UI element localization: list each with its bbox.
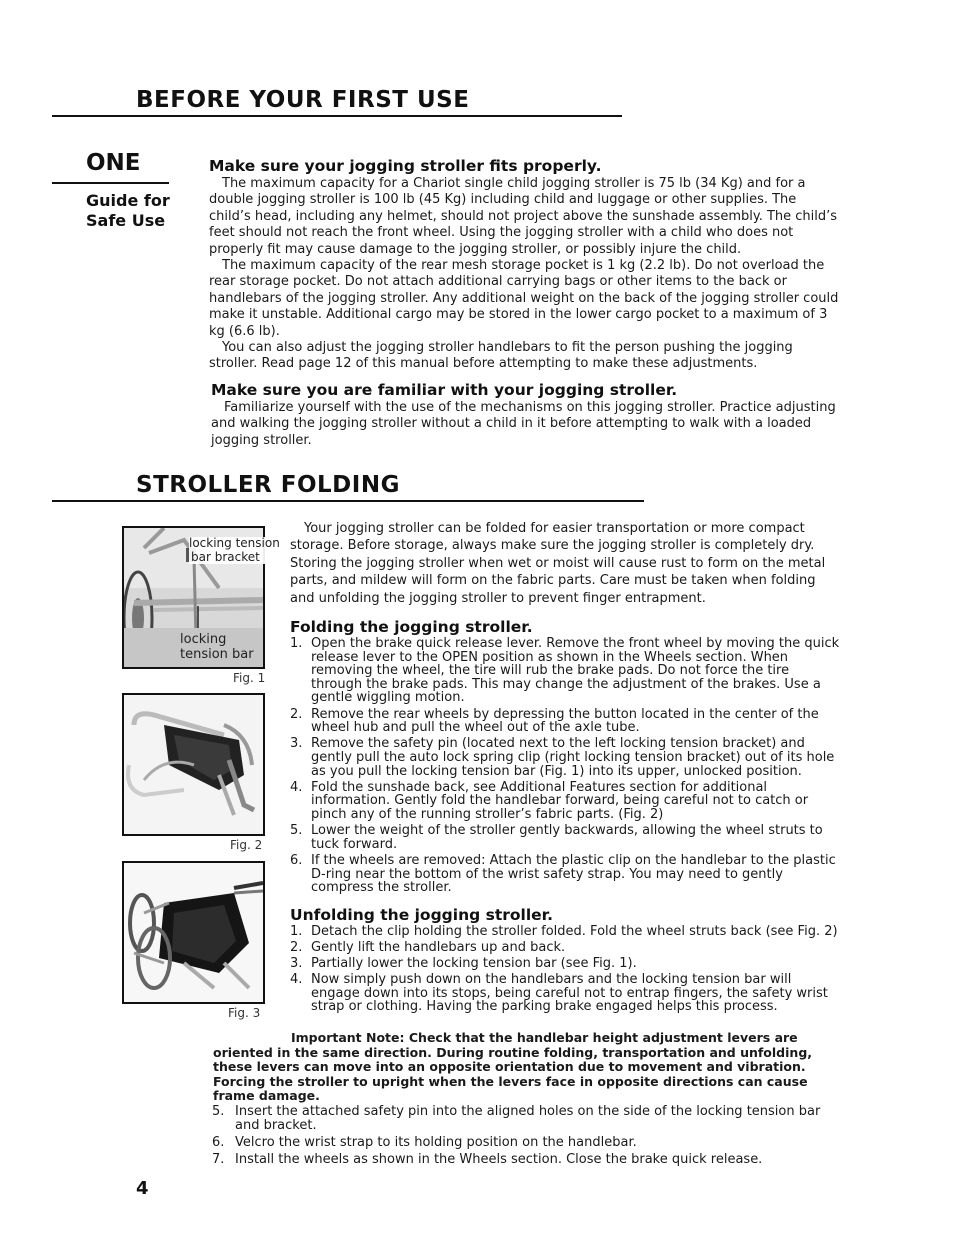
step-number: 2. — [290, 939, 303, 955]
familiar-paragraph: Familiarize yourself with the use of the mechanisms on this jogging stroller. Practice adjusting and walking the jogging stroller without a child in it before attempting to walk with a loaded jogging stroller. — [211, 399, 836, 448]
step-number: 4. — [290, 972, 303, 988]
callout-line: bar bracket — [191, 549, 260, 564]
unfolding-step — [290, 941, 842, 955]
unfolding-steps-continued — [212, 1105, 844, 1170]
step-number: 6. — [212, 1135, 225, 1150]
step-number: 6. — [290, 852, 303, 868]
chapter-subtitle-line1: Guide for — [86, 191, 170, 210]
fit-paragraph-3: You can also adjust the jogging stroller handlebars to fit the person pushing the jogging stroller. Read page 12 of this manual before attempting to make these adjustments. — [209, 340, 793, 372]
step-text: Open the brake quick release lever. Remove the front wheel by moving the quick release lever to the OPEN position as shown in the Wheels section. When removing the wheel, the tire will rub the brake pads. Do not force the tire through the brake pads. This may change the adjustment of the brakes. Use a gentle wiggling motion. — [311, 636, 840, 706]
folding-step — [290, 737, 842, 778]
step-text: Remove the safety pin (located next to the left locking tension bracket) and gently pull the auto lock spring clip (right locking tension bracket) out of its hole as you pull the locking tension bar (Fig. 1) into its upper, unlocked position. — [311, 736, 835, 779]
step-number: 1. — [290, 923, 303, 939]
step-number: 5. — [212, 1104, 225, 1119]
section-heading-before-first-use: BEFORE YOUR FIRST USE — [136, 87, 470, 113]
callout-line: locking — [180, 632, 227, 647]
step-number: 3. — [290, 736, 303, 752]
step-text: Install the wheels as shown in the Wheels section. Close the brake quick release. — [235, 1152, 763, 1167]
step-number: 4. — [290, 779, 303, 795]
unfolding-title: Unfolding the jogging stroller. — [290, 905, 553, 924]
unfolding-step — [290, 957, 842, 971]
folding-step — [290, 824, 842, 851]
heading-rule — [52, 115, 622, 117]
step-number: 5. — [290, 823, 303, 839]
step-text: Detach the clip holding the stroller folded. Fold the wheel struts back (see Fig. 2) — [311, 923, 838, 939]
step-text: Lower the weight of the stroller gently backwards, allowing the wheel struts to tuck forward. — [311, 823, 823, 852]
figure-2-photo — [122, 693, 265, 836]
figure-3-caption: Fig. 3 — [228, 1006, 261, 1020]
figure-2-caption: Fig. 2 — [230, 838, 263, 852]
step-text: If the wheels are removed: Attach the plastic clip on the handlebar to the plastic D-ring near the bottom of the wrist safety strap. You may need to gently compress the stroller. — [311, 852, 836, 896]
step-text: Now simply push down on the handlebars and the locking tension bar will engage down into its stops, being careful not to entrap fingers, the safety wrist strap or clothing. Having the parking brake engaged helps this process. — [311, 972, 828, 1015]
fit-section — [209, 156, 841, 449]
unfolding-step — [290, 925, 842, 939]
step-number: 3. — [290, 956, 303, 972]
unfolding-step — [290, 973, 842, 1014]
step-text: Fold the sunshade back, see Additional Features section for additional information. Gently fold the handlebar forward, being careful not to catch or pinch any of the running stroller’s fabric parts. (Fig. 2) — [311, 779, 809, 822]
figure-1-caption: Fig. 1 — [233, 671, 266, 685]
folding-section — [290, 520, 842, 1017]
folding-title: Folding the jogging stroller. — [290, 618, 533, 637]
step-text: Gently lift the handlebars up and back. — [311, 939, 566, 955]
figure-1-callout-tension-bar — [180, 632, 254, 662]
page-number: 4 — [136, 1178, 149, 1199]
step-text: Partially lower the locking tension bar (see Fig. 1). — [311, 956, 637, 972]
chapter-number: ONE — [86, 150, 141, 176]
folding-step — [290, 637, 842, 705]
unfolding-step — [212, 1153, 844, 1167]
folding-steps — [290, 637, 842, 895]
important-note-lead: Important Note: Check that the handlebar height adjustment levers are — [291, 1030, 798, 1045]
folding-step — [290, 781, 842, 822]
step-text: Velcro the wrist strap to its holding position on the handlebar. — [235, 1135, 637, 1150]
fit-paragraph-2: The maximum capacity of the rear mesh storage pocket is 1 kg (2.2 lb). Do not overload the rear storage pocket. Do not attach additional carrying bags or other items to the back or handlebars of the jogging stroller. Any additional weight on the back of the jogging stroller could make it unstable. Additional cargo may be stored in the lower cargo pocket to a maximum of 3 kg (6.6 lb). — [209, 258, 839, 339]
important-note — [213, 1031, 833, 1104]
callout-line: tension bar — [180, 647, 254, 662]
important-note-body: oriented in the same direction. During routine folding, transportation and unfolding, these levers can move into an opposite orientation due to movement and vibration. Forcing the stroller to upright when the levers face in opposite directions can cause frame damage. — [213, 1044, 813, 1104]
unfolding-step — [212, 1105, 844, 1133]
step-number: 2. — [290, 706, 303, 722]
chapter-subtitle — [86, 191, 170, 231]
folding-step — [290, 854, 842, 895]
unfolding-steps — [290, 925, 842, 1014]
step-text: Remove the rear wheels by depressing the button located in the center of the wheel hub and pull the wheel out of the axle tube. — [311, 706, 819, 736]
step-number: 7. — [212, 1152, 225, 1167]
fit-paragraph-1: The maximum capacity for a Chariot single child jogging stroller is 75 lb (34 Kg) and for a double jogging stroller is 100 lb (45 Kg) including child and luggage or other supplies. The child’s head, including any helmet, should not project above the sunshade assembly. The child’s feet should not reach the front wheel. Using the jogging stroller with a child who does not properly fit may cause damage to the jogging stroller, or possibly injure the child. — [209, 176, 838, 257]
heading-rule — [52, 500, 644, 502]
chapter-subtitle-line2: Safe Use — [86, 211, 166, 230]
section-heading-stroller-folding: STROLLER FOLDING — [136, 472, 400, 498]
familiar-title: Make sure you are familiar with your jogging stroller. — [211, 380, 678, 399]
fit-title: Make sure your jogging stroller fits properly. — [209, 157, 602, 175]
unfolding-step — [212, 1136, 844, 1150]
folding-intro: Your jogging stroller can be folded for easier transportation or more compact storage. Before storage, always make sure the jogging stroller is completely dry. Storing the jogging stroller when wet or moist will cause rust to form on the metal parts, and mildew will form on the fabric parts. Care must be taken when folding and unfolding the jogging stroller to prevent finger entrapment. — [290, 521, 826, 606]
figure-1-callout-bracket — [189, 537, 280, 564]
figure-3-photo — [122, 861, 265, 1004]
chapter-rule — [52, 182, 169, 184]
callout-line: locking tension — [189, 536, 280, 550]
folding-step — [290, 708, 842, 735]
step-text: Insert the attached safety pin into the aligned holes on the side of the locking tension bar and bracket. — [235, 1104, 821, 1133]
step-number: 1. — [290, 636, 303, 652]
